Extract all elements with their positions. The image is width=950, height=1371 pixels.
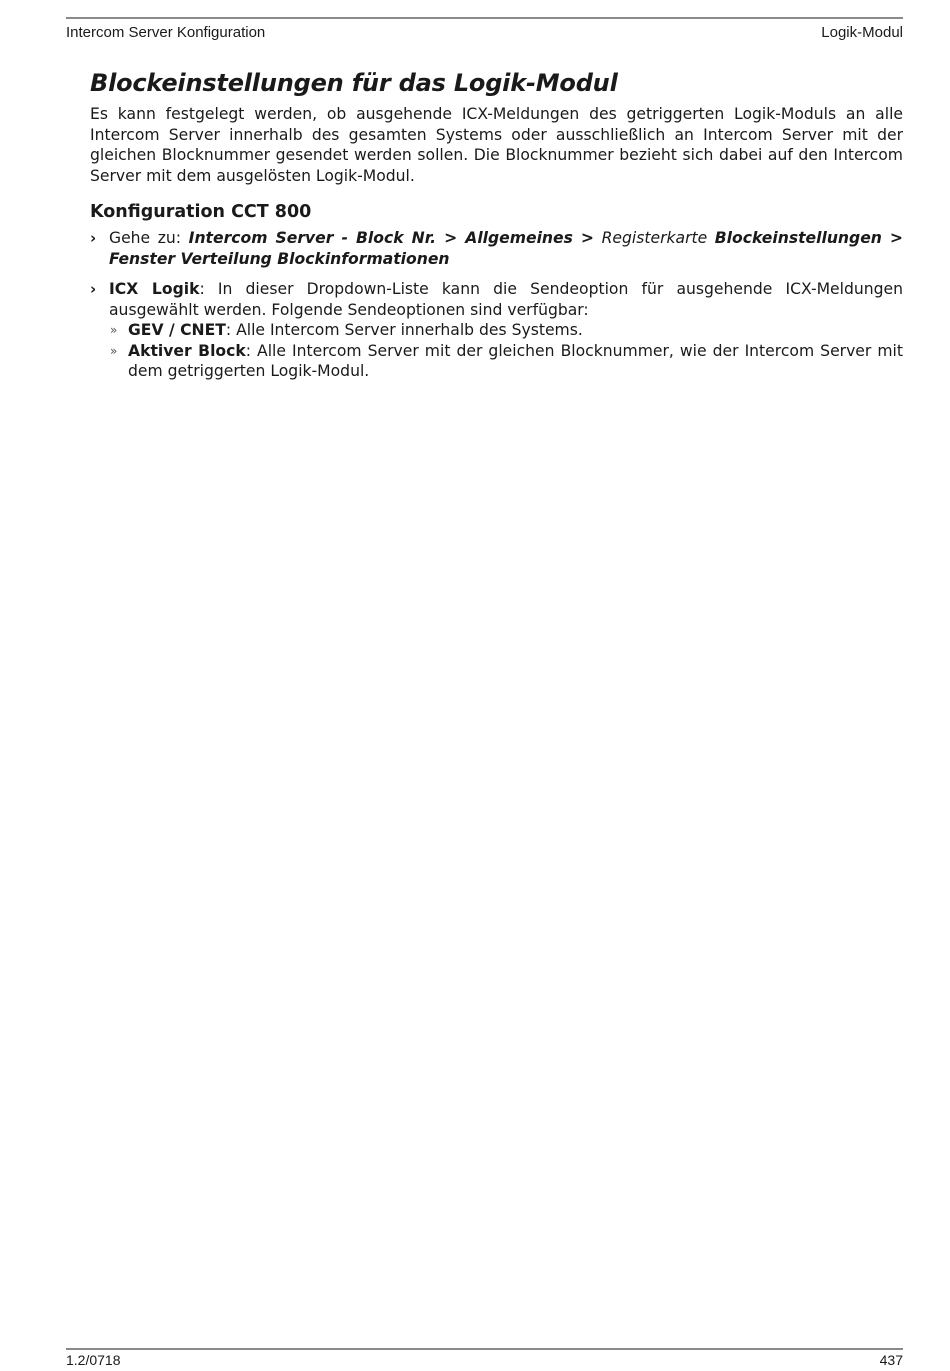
intro-paragraph: Es kann festgelegt werden, ob ausgehende ICX-Meldungen des getriggerten Logik-Moduls an alle Intercom Server innerhalb des gesamten Systems oder ausschließlich an Intercom Server mit der gleichen Blocknummer gesendet werden sollen. Die Blocknummer bezieht sich dabei auf den Intercom Server mit dem ausgelösten Logik-Modul.: [90, 105, 903, 185]
running-header-right: Logik-Modul: [821, 24, 903, 41]
step-navigation: [90, 228, 903, 269]
header-rule: [66, 17, 903, 19]
option-gev-cnet: [90, 320, 903, 341]
footer-rule: [66, 1348, 903, 1350]
document-version: 1.2/0718: [66, 1352, 121, 1368]
option-description: : Alle Intercom Server mit der gleichen Blocknummer, wie der Intercom Server mit dem getriggerten Logik-Modul.: [128, 341, 903, 380]
page-content: [90, 66, 903, 382]
menu-path: Intercom Server - Block Nr. > Allgemeines >: [188, 229, 595, 247]
option-label: GEV / CNET: [128, 321, 226, 339]
option-description: : Alle Intercom Server innerhalb des Systems.: [225, 321, 583, 339]
double-chevron-icon: »: [110, 323, 118, 337]
menu-path-tab: Blockeinstellungen > Fenster Verteilung Blockinformationen: [109, 229, 903, 268]
option-label: Aktiver Block: [128, 341, 246, 360]
option-aktiver-block: [90, 341, 903, 382]
step-prefix: Gehe zu:: [109, 229, 189, 247]
step-arrow-icon: ›: [90, 229, 97, 247]
double-chevron-icon: »: [110, 343, 118, 358]
section-heading: Konfiguration CCT 800: [90, 202, 312, 222]
page-number: 437: [879, 1352, 903, 1368]
menu-path-plain: Registerkarte: [594, 229, 715, 247]
running-header-left: Intercom Server Konfiguration: [66, 24, 266, 41]
step-arrow-icon: ›: [90, 280, 97, 298]
page-title: Blockeinstellungen für das Logik-Modul: [90, 69, 618, 97]
field-label: ICX Logik: [109, 280, 200, 298]
field-description: : In dieser Dropdown-Liste kann die Sendeoption für ausgehende ICX-Meldungen ausgewählt werden. Folgende Sendeoptionen sind verfügbar:: [109, 280, 903, 319]
step-icx-logik: [90, 279, 903, 320]
